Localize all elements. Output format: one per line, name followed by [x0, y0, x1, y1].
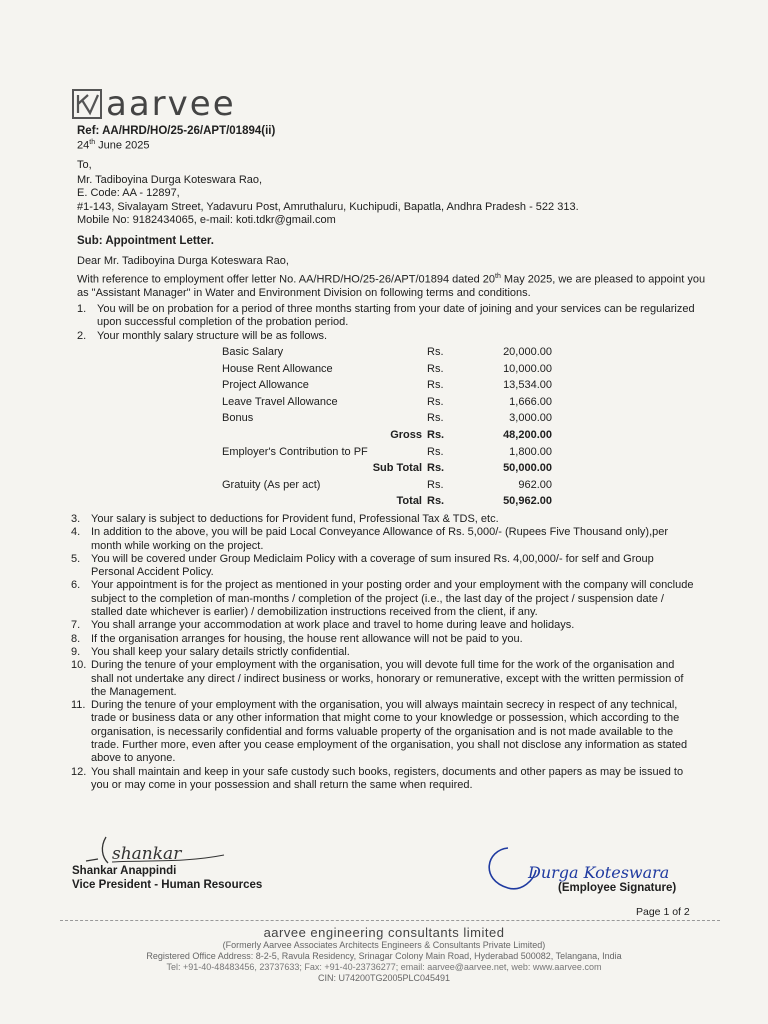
salary-row: Basic Salary Rs. 20,000.00	[222, 346, 552, 358]
to-label: To,	[77, 159, 92, 171]
salary-row: Bonus Rs. 3,000.00	[222, 412, 552, 425]
logo-icon	[72, 89, 102, 119]
term-item: 7. You shall arrange your accommodation at work place and travel to home during leave and holidays.	[71, 619, 575, 632]
signatory-title: Vice President - Human Resources	[72, 879, 263, 891]
terms-list-bottom	[71, 513, 697, 792]
term-item: 11. During the tenure of your employment with the organisation, you will always maintain secrecy in respect of any technical, trade or business data or any other information that might come to your knowledge or possession, which according to the organisation, is necessarily confidential and forms valuable property of the organisation and is not made available to the trade. Further more, even after you cease employment of the organisation, you shall not disclose any information as stated above to anyone.	[71, 699, 688, 765]
salary-row: Gratuity (As per act) Rs. 962.00	[222, 478, 552, 491]
term-item: 3. Your salary is subject to deductions for Provident fund, Professional Tax & TDS, etc.	[71, 513, 499, 525]
salary-table	[222, 346, 552, 512]
signatory-block	[72, 864, 262, 892]
term-item: 1. You will be on probation for a period of three months starting from your date of joining and your services can be regularized upon successful completion of the probation period.	[77, 303, 695, 329]
address-line: Mobile No: 9182434065, e-mail: koti.tdkr@gmail.com	[77, 214, 336, 227]
term-item: 12. You shall maintain and keep in your safe custody such books, registers, documents and other papers as may be issued to you or may come in your possession and shall return the same when required.	[71, 765, 684, 791]
page-number: Page 1 of 2	[636, 906, 690, 918]
salary-gross-row: Gross Rs. 48,200.00	[390, 428, 552, 441]
address-line: #1-143, Sivalayam Street, Yadavuru Post, Amruthaluru, Kuchipudi, Bapatla, Andhra Pradesh - 522 313.	[77, 200, 579, 213]
term-item: 10. During the tenure of your employment with the organisation, you will devote full time for the work of the organisation and shall not undertake any direct / indirect business or works, honorary or remunerative, except with the written permission of the Management.	[71, 659, 684, 698]
footer-company: aarvee engineering consultants limited	[263, 925, 505, 940]
footer-contact: Tel: +91-40-48483456, 23737633; Fax: +91-40-23736277; email: aarvee@aarvee.net, web: www.aarvee.com	[166, 962, 602, 972]
term-item: 4. In addition to the above, you will be paid Local Conveyance Allowance of Rs. 5,000/- (Rupees Five Thousand only),per month while working on the project.	[71, 526, 669, 552]
reference-number: Ref: AA/HRD/HO/25-26/APT/01894(ii)	[77, 125, 276, 137]
term-item: 2. Your monthly salary structure will be as follows.	[77, 329, 328, 342]
subject-line: Sub: Appointment Letter.	[77, 235, 214, 247]
footer-cin: CIN: U74200TG2005PLC045491	[317, 973, 451, 983]
letterhead-footer	[0, 925, 768, 984]
term-item: 6. Your appointment is for the project as mentioned in your posting order and your employment with the company will conclude subject to the completion of man-months / completion of the project (i.e., the last day of the project / suspension date / stalled date whichever is earlier) / demobilization instructions received from the client, if any.	[71, 579, 694, 619]
salary-row: Leave Travel Allowance Rs. 1,666.00	[222, 395, 552, 408]
term-item: 5. You will be covered under Group Mediclaim Policy with a coverage of sum insured Rs. 4,00,000/- for self and Group Personal Accident Policy.	[71, 552, 654, 579]
address-line: E. Code: AA - 12897,	[77, 187, 180, 200]
footer-formerly: (Formerly Aarvee Associates Architects Engineers & Consultants Private Limited)	[222, 940, 546, 950]
recipient-address	[77, 174, 677, 228]
salary-total-row: Total Rs. 50,962.00	[396, 495, 552, 508]
intro-paragraph: With reference to employment offer letter No. AA/HRD/HO/25-26/APT/01894 dated 20th May 2025, we are pleased to appoint you as "Assistant Manager" in Water and Environment Division on following terms and conditions.	[77, 273, 706, 300]
salary-row: Employer's Contribution to PF Rs. 1,800.00	[222, 445, 552, 458]
logo-text: aarvee	[106, 84, 236, 124]
salary-row: Project Allowance Rs. 13,534.00	[222, 379, 552, 392]
terms-list-top	[77, 303, 697, 343]
footer-office: Registered Office Address: 8-2-5, Ravula Residency, Srinagar Colony Main Road, Hyderabad 500082, Telangana, India	[146, 951, 622, 961]
salary-row: House Rent Allowance Rs. 10,000.00	[222, 362, 552, 375]
letter-date: 24th June 2025	[77, 139, 150, 152]
term-item: 8. If the organisation arranges for housing, the house rent allowance will not be paid to you.	[71, 632, 523, 645]
salary-subtotal-row: Sub Total Rs. 50,000.00	[372, 462, 552, 475]
term-item: 9. You shall keep your salary details strictly confidential.	[71, 645, 350, 658]
signatory-name: Shankar Anappindi	[72, 865, 177, 877]
salutation: Dear Mr. Tadiboyina Durga Koteswara Rao,	[77, 255, 289, 267]
svg-text:Durga Koteswara: Durga Koteswara	[528, 863, 670, 882]
employee-signature-label: (Employee Signature)	[558, 882, 677, 894]
svg-text:shankar: shankar	[112, 844, 182, 864]
address-line: Mr. Tadiboyina Durga Koteswara Rao,	[77, 174, 263, 186]
company-logo	[72, 86, 236, 122]
footer-divider	[60, 920, 720, 921]
